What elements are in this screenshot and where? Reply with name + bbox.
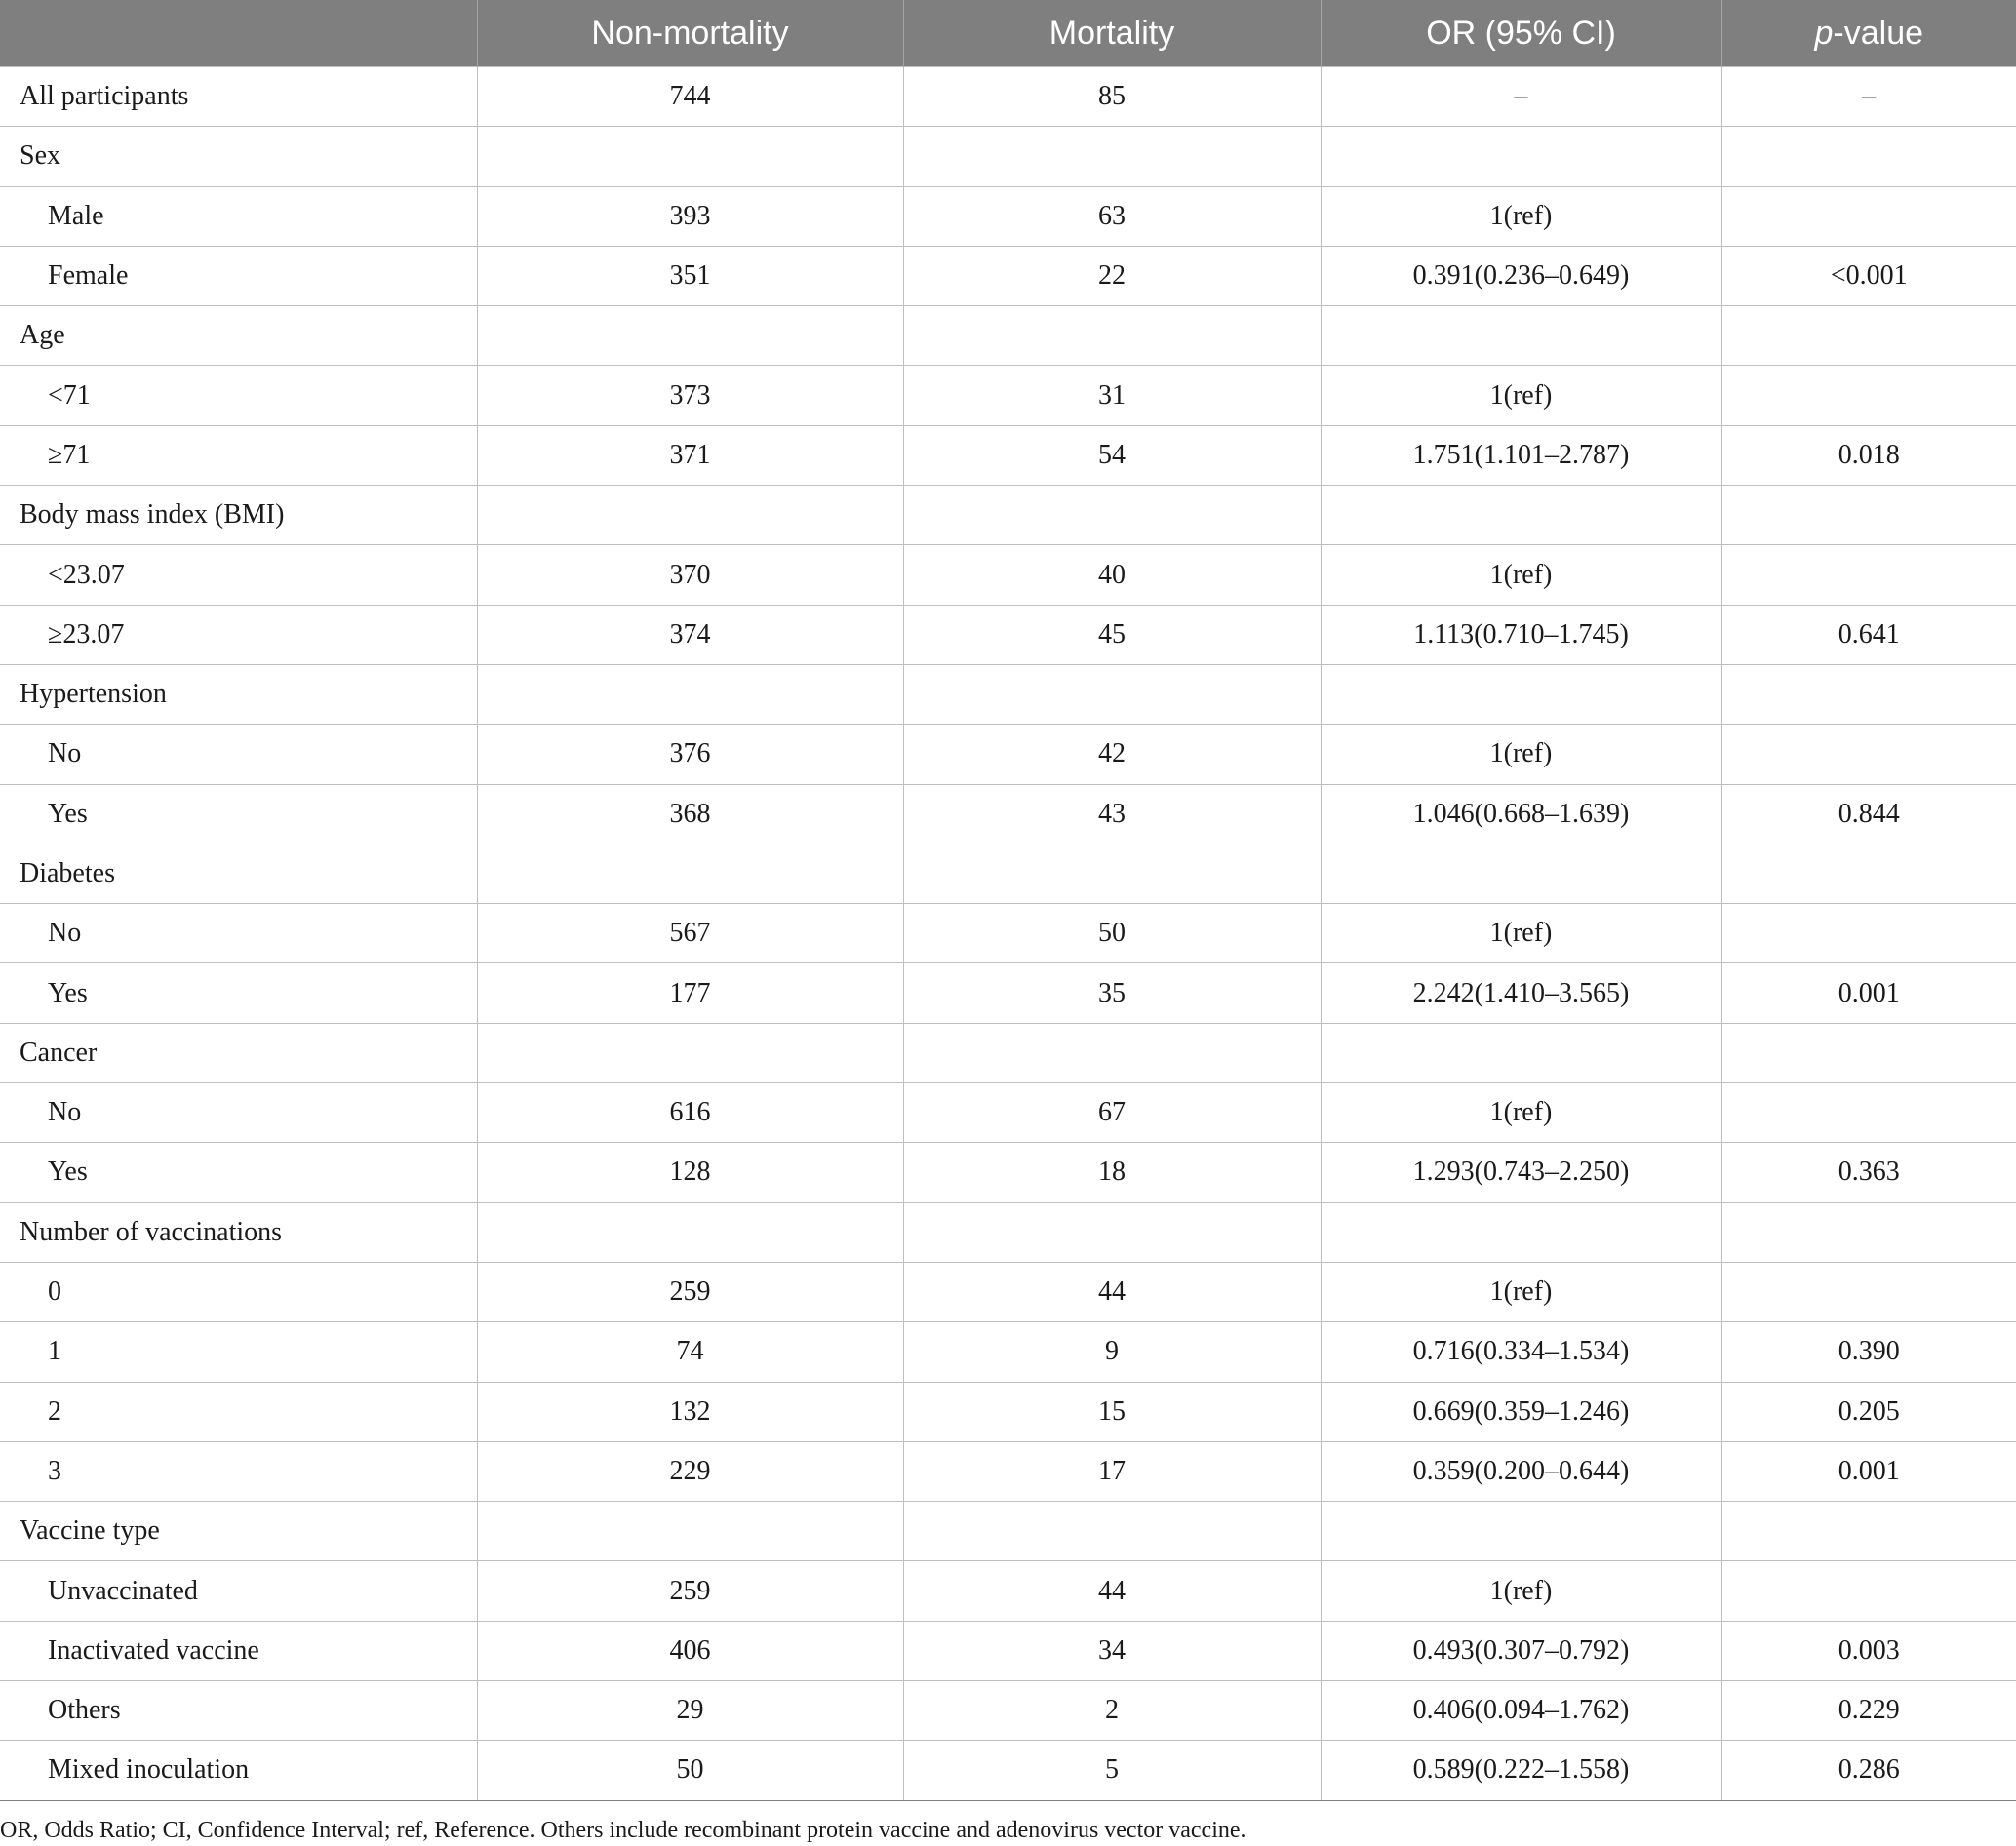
cell-non-mortality	[477, 1202, 903, 1262]
cell-p-value: 0.363	[1721, 1143, 2016, 1202]
row-label: Male	[0, 186, 477, 246]
table-row-subcategory	[0, 1681, 2016, 1741]
table-row-subcategory	[0, 963, 2016, 1023]
row-label: <71	[0, 366, 477, 425]
cell-p-value: 0.390	[1721, 1322, 2016, 1382]
cell-p-value: 0.001	[1721, 1441, 2016, 1501]
cell-mortality: 17	[903, 1441, 1321, 1501]
cell-or-ci: 1(ref)	[1321, 366, 1721, 425]
header-row	[0, 0, 2016, 67]
table-row-subcategory	[0, 1561, 2016, 1621]
header-p-italic: p	[1814, 14, 1834, 52]
cell-p-value: 0.001	[1721, 963, 2016, 1023]
row-label: Unvaccinated	[0, 1561, 477, 1621]
cell-mortality: 15	[903, 1382, 1321, 1441]
cell-non-mortality: 132	[477, 1382, 903, 1441]
table-row-subcategory	[0, 1621, 2016, 1680]
cell-p-value: 0.229	[1721, 1681, 2016, 1741]
cell-non-mortality: 406	[477, 1621, 903, 1680]
cell-p-value	[1721, 366, 2016, 425]
table-row-subcategory	[0, 366, 2016, 425]
cell-mortality: 18	[903, 1143, 1321, 1202]
cell-or-ci	[1321, 127, 1721, 186]
cell-mortality: 67	[903, 1083, 1321, 1143]
cell-non-mortality: 177	[477, 963, 903, 1023]
cell-mortality	[903, 127, 1321, 186]
cell-non-mortality: 50	[477, 1741, 903, 1800]
cell-or-ci	[1321, 1023, 1721, 1082]
cell-or-ci: 0.359(0.200–0.644)	[1321, 1441, 1721, 1501]
cell-mortality	[903, 1202, 1321, 1262]
row-label: 2	[0, 1382, 477, 1441]
cell-non-mortality: 259	[477, 1561, 903, 1621]
cell-mortality: 45	[903, 605, 1321, 664]
cell-non-mortality: 744	[477, 67, 903, 127]
cell-or-ci	[1321, 844, 1721, 903]
cell-or-ci: 0.716(0.334–1.534)	[1321, 1322, 1721, 1382]
cell-mortality	[903, 1502, 1321, 1561]
cell-non-mortality	[477, 486, 903, 545]
table-row-subcategory	[0, 186, 2016, 246]
cell-p-value	[1721, 664, 2016, 724]
table-row-subcategory	[0, 605, 2016, 664]
cell-non-mortality: 368	[477, 784, 903, 844]
table-row-category	[0, 67, 2016, 127]
cell-or-ci	[1321, 664, 1721, 724]
cell-non-mortality: 373	[477, 366, 903, 425]
cell-mortality	[903, 664, 1321, 724]
table-row-category	[0, 1502, 2016, 1561]
cell-or-ci: 1(ref)	[1321, 186, 1721, 246]
cell-mortality: 5	[903, 1741, 1321, 1800]
row-label: Female	[0, 246, 477, 305]
cell-p-value	[1721, 725, 2016, 784]
header-p-value	[1721, 0, 2016, 67]
cell-or-ci: 1(ref)	[1321, 1262, 1721, 1321]
header-p-suffix: -value	[1833, 14, 1924, 52]
cell-mortality: 40	[903, 545, 1321, 605]
row-label: Yes	[0, 784, 477, 844]
cell-p-value	[1721, 904, 2016, 963]
cell-or-ci: 0.669(0.359–1.246)	[1321, 1382, 1721, 1441]
row-label: ≥23.07	[0, 605, 477, 664]
cell-or-ci	[1321, 486, 1721, 545]
cell-p-value	[1721, 1202, 2016, 1262]
cell-or-ci: 0.589(0.222–1.558)	[1321, 1741, 1721, 1800]
cell-or-ci: 0.391(0.236–0.649)	[1321, 246, 1721, 305]
table-row-subcategory	[0, 1322, 2016, 1382]
row-label: No	[0, 725, 477, 784]
table-row-subcategory	[0, 1382, 2016, 1441]
cell-mortality	[903, 486, 1321, 545]
cell-mortality: 44	[903, 1561, 1321, 1621]
cell-non-mortality	[477, 1023, 903, 1082]
cell-non-mortality: 567	[477, 904, 903, 963]
cell-non-mortality: 376	[477, 725, 903, 784]
cell-or-ci	[1321, 306, 1721, 366]
cell-or-ci: 1.751(1.101–2.787)	[1321, 425, 1721, 485]
cell-mortality	[903, 844, 1321, 903]
row-label: Cancer	[0, 1023, 477, 1082]
table-row-subcategory	[0, 784, 2016, 844]
cell-p-value: <0.001	[1721, 246, 2016, 305]
table-footnote: OR, Odds Ratio; CI, Confidence Interval; ref, Reference. Others include recombinant protein vaccine and adenovirus vector vaccine.	[0, 1818, 1246, 1843]
row-label: Others	[0, 1681, 477, 1741]
cell-or-ci: 2.242(1.410–3.565)	[1321, 963, 1721, 1023]
cell-mortality: 54	[903, 425, 1321, 485]
table-row-category	[0, 486, 2016, 545]
row-label: ≥71	[0, 425, 477, 485]
cell-or-ci: 1.293(0.743–2.250)	[1321, 1143, 1721, 1202]
cell-or-ci: 0.406(0.094–1.762)	[1321, 1681, 1721, 1741]
cell-mortality: 63	[903, 186, 1321, 246]
table-row-subcategory	[0, 1741, 2016, 1800]
cell-p-value	[1721, 844, 2016, 903]
cell-or-ci: 1(ref)	[1321, 725, 1721, 784]
cell-mortality: 2	[903, 1681, 1321, 1741]
cell-mortality: 50	[903, 904, 1321, 963]
cell-or-ci	[1321, 1502, 1721, 1561]
cell-non-mortality: 351	[477, 246, 903, 305]
cell-or-ci: 1(ref)	[1321, 1083, 1721, 1143]
cell-or-ci: 1(ref)	[1321, 545, 1721, 605]
cell-p-value	[1721, 1023, 2016, 1082]
cell-p-value: 0.844	[1721, 784, 2016, 844]
table-row-subcategory	[0, 545, 2016, 605]
row-label: 1	[0, 1322, 477, 1382]
cell-p-value: 0.286	[1721, 1741, 2016, 1800]
table-row-category	[0, 1023, 2016, 1082]
cell-mortality: 85	[903, 67, 1321, 127]
cell-or-ci	[1321, 1202, 1721, 1262]
cell-non-mortality: 616	[477, 1083, 903, 1143]
table-row-subcategory	[0, 425, 2016, 485]
cell-non-mortality: 128	[477, 1143, 903, 1202]
cell-or-ci: 1(ref)	[1321, 904, 1721, 963]
table-row-subcategory	[0, 1143, 2016, 1202]
cell-mortality: 34	[903, 1621, 1321, 1680]
cell-p-value	[1721, 306, 2016, 366]
row-label: 0	[0, 1262, 477, 1321]
row-label: Diabetes	[0, 844, 477, 903]
cell-p-value: 0.018	[1721, 425, 2016, 485]
cell-non-mortality	[477, 664, 903, 724]
cell-p-value	[1721, 1502, 2016, 1561]
cell-or-ci: 1(ref)	[1321, 1561, 1721, 1621]
header-non-mortality: Non-mortality	[477, 0, 903, 67]
row-label: Body mass index (BMI)	[0, 486, 477, 545]
cell-p-value	[1721, 1561, 2016, 1621]
cell-or-ci: –	[1321, 67, 1721, 127]
row-label: Sex	[0, 127, 477, 186]
header-mortality: Mortality	[903, 0, 1321, 67]
header-or-ci: OR (95% CI)	[1321, 0, 1721, 67]
cell-mortality: 35	[903, 963, 1321, 1023]
cell-or-ci: 1.113(0.710–1.745)	[1321, 605, 1721, 664]
cell-mortality: 43	[903, 784, 1321, 844]
cell-p-value	[1721, 1083, 2016, 1143]
cell-p-value: 0.641	[1721, 605, 2016, 664]
cell-mortality: 42	[903, 725, 1321, 784]
cell-p-value	[1721, 545, 2016, 605]
table-row-subcategory	[0, 1262, 2016, 1321]
cell-mortality: 22	[903, 246, 1321, 305]
cell-non-mortality	[477, 844, 903, 903]
row-label: Mixed inoculation	[0, 1741, 477, 1800]
cell-non-mortality: 259	[477, 1262, 903, 1321]
row-label: No	[0, 904, 477, 963]
table-row-category	[0, 844, 2016, 903]
cell-non-mortality: 74	[477, 1322, 903, 1382]
table-body	[0, 67, 2016, 1801]
cell-p-value: 0.205	[1721, 1382, 2016, 1441]
header-label-column	[0, 0, 477, 67]
table-row-subcategory	[0, 904, 2016, 963]
table-row-category	[0, 127, 2016, 186]
row-label: 3	[0, 1441, 477, 1501]
table-header	[0, 0, 2016, 67]
row-label: Inactivated vaccine	[0, 1621, 477, 1680]
cell-mortality: 44	[903, 1262, 1321, 1321]
cell-mortality	[903, 1023, 1321, 1082]
cell-mortality	[903, 306, 1321, 366]
row-label: Number of vaccinations	[0, 1202, 477, 1262]
row-label: Age	[0, 306, 477, 366]
cell-non-mortality: 370	[477, 545, 903, 605]
table-row-category	[0, 1202, 2016, 1262]
cell-non-mortality	[477, 306, 903, 366]
cell-non-mortality: 374	[477, 605, 903, 664]
table-row-category	[0, 306, 2016, 366]
table-row-subcategory	[0, 1083, 2016, 1143]
table-row-category	[0, 664, 2016, 724]
cell-non-mortality: 29	[477, 1681, 903, 1741]
cell-p-value	[1721, 486, 2016, 545]
table-row-subcategory	[0, 1441, 2016, 1501]
row-label: No	[0, 1083, 477, 1143]
cell-non-mortality	[477, 1502, 903, 1561]
table-row-subcategory	[0, 246, 2016, 305]
row-label: All participants	[0, 67, 477, 127]
cell-mortality: 9	[903, 1322, 1321, 1382]
cell-or-ci: 1.046(0.668–1.639)	[1321, 784, 1721, 844]
cell-non-mortality: 371	[477, 425, 903, 485]
cell-or-ci: 0.493(0.307–0.792)	[1321, 1621, 1721, 1680]
cell-p-value: –	[1721, 67, 2016, 127]
row-label: Yes	[0, 1143, 477, 1202]
row-label: <23.07	[0, 545, 477, 605]
cell-non-mortality	[477, 127, 903, 186]
table-row-subcategory	[0, 725, 2016, 784]
cell-p-value	[1721, 127, 2016, 186]
cell-p-value	[1721, 186, 2016, 246]
cell-p-value: 0.003	[1721, 1621, 2016, 1680]
cell-mortality: 31	[903, 366, 1321, 425]
row-label: Vaccine type	[0, 1502, 477, 1561]
cell-p-value	[1721, 1262, 2016, 1321]
row-label: Hypertension	[0, 664, 477, 724]
row-label: Yes	[0, 963, 477, 1023]
cell-non-mortality: 229	[477, 1441, 903, 1501]
cell-non-mortality: 393	[477, 186, 903, 246]
